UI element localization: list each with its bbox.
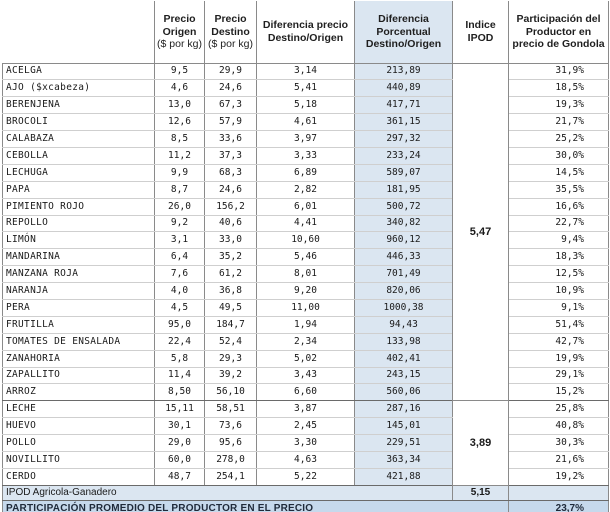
cell-diferencia: 3,14 (257, 63, 355, 80)
cell-precio-destino: 35,2 (205, 249, 257, 266)
cell-participacion: 18,3% (509, 249, 609, 266)
cell-participacion: 15,2% (509, 384, 609, 401)
cell-producto: ZANAHORIA (3, 350, 155, 367)
cell-precio-destino: 95,6 (205, 435, 257, 452)
table-row (3, 384, 609, 401)
cell-participacion: 51,4% (509, 316, 609, 333)
cell-precio-destino: 68,3 (205, 164, 257, 181)
cell-precio-destino: 33,0 (205, 232, 257, 249)
cell-precio-origen: 48,7 (155, 468, 205, 485)
cell-producto: ACELGA (3, 63, 155, 80)
cell-participacion: 14,5% (509, 164, 609, 181)
header-producto (3, 1, 155, 63)
cell-precio-origen: 5,8 (155, 350, 205, 367)
cell-producto: HUEVO (3, 418, 155, 435)
cell-diferencia: 2,34 (257, 333, 355, 350)
header-precio-destino-title: Precio Destino (211, 13, 250, 38)
cell-precio-origen: 4,6 (155, 80, 205, 97)
cell-precio-destino: 73,6 (205, 418, 257, 435)
table-row (3, 63, 609, 80)
cell-precio-origen: 95,0 (155, 316, 205, 333)
cell-diferencia-porcentual: 361,15 (355, 114, 453, 131)
cell-diferencia: 3,97 (257, 131, 355, 148)
cell-precio-origen: 11,2 (155, 147, 205, 164)
cell-diferencia-porcentual: 243,15 (355, 367, 453, 384)
cell-producto: CERDO (3, 468, 155, 485)
cell-diferencia-porcentual: 133,98 (355, 333, 453, 350)
table-row (3, 114, 609, 131)
cell-diferencia: 4,61 (257, 114, 355, 131)
ipod-price-table (2, 1, 609, 512)
cell-participacion: 16,6% (509, 198, 609, 215)
ipod-total-label: IPOD Agricola-Ganadero (3, 485, 453, 500)
table-row (3, 367, 609, 384)
table-body (3, 63, 609, 512)
cell-diferencia: 5,41 (257, 80, 355, 97)
cell-diferencia-porcentual: 340,82 (355, 215, 453, 232)
cell-diferencia-porcentual: 421,88 (355, 468, 453, 485)
cell-precio-destino: 33,6 (205, 131, 257, 148)
cell-precio-origen: 30,1 (155, 418, 205, 435)
header-precio-origen-unit: ($ por kg) (157, 38, 202, 50)
cell-precio-origen: 15,11 (155, 401, 205, 418)
table-row (3, 451, 609, 468)
cell-diferencia-porcentual: 589,07 (355, 164, 453, 181)
cell-diferencia-porcentual: 446,33 (355, 249, 453, 266)
cell-indice-ipod-ganadero: 3,89 (453, 401, 509, 485)
cell-precio-origen: 7,6 (155, 266, 205, 283)
cell-precio-destino: 61,2 (205, 266, 257, 283)
cell-precio-destino: 36,8 (205, 283, 257, 300)
cell-diferencia: 2,82 (257, 181, 355, 198)
cell-diferencia-porcentual: 500,72 (355, 198, 453, 215)
table-row (3, 435, 609, 452)
table-row (3, 350, 609, 367)
cell-diferencia-porcentual: 145,01 (355, 418, 453, 435)
table-header-row (3, 1, 609, 63)
cell-participacion: 19,9% (509, 350, 609, 367)
cell-producto: FRUTILLA (3, 316, 155, 333)
cell-participacion: 9,4% (509, 232, 609, 249)
cell-precio-origen: 60,0 (155, 451, 205, 468)
table-row (3, 215, 609, 232)
cell-producto: ZAPALLITO (3, 367, 155, 384)
cell-producto: CEBOLLA (3, 147, 155, 164)
cell-producto: BROCOLI (3, 114, 155, 131)
cell-diferencia: 3,33 (257, 147, 355, 164)
cell-precio-destino: 24,6 (205, 181, 257, 198)
table-row (3, 283, 609, 300)
cell-producto: LIMÓN (3, 232, 155, 249)
cell-diferencia: 9,20 (257, 283, 355, 300)
promedio-label: PARTICIPACIÓN PROMEDIO DEL PRODUCTOR EN EL PRECIO (3, 500, 509, 512)
cell-precio-origen: 3,1 (155, 232, 205, 249)
cell-diferencia: 6,89 (257, 164, 355, 181)
cell-precio-destino: 40,6 (205, 215, 257, 232)
cell-participacion: 19,2% (509, 468, 609, 485)
table-row (3, 316, 609, 333)
cell-participacion: 9,1% (509, 299, 609, 316)
cell-participacion: 40,8% (509, 418, 609, 435)
cell-participacion: 19,3% (509, 97, 609, 114)
cell-participacion: 30,3% (509, 435, 609, 452)
cell-precio-destino: 57,9 (205, 114, 257, 131)
cell-precio-origen: 8,5 (155, 131, 205, 148)
cell-producto: LECHUGA (3, 164, 155, 181)
cell-precio-destino: 52,4 (205, 333, 257, 350)
cell-precio-destino: 29,9 (205, 63, 257, 80)
cell-diferencia-porcentual: 440,89 (355, 80, 453, 97)
cell-producto: MANZANA ROJA (3, 266, 155, 283)
cell-precio-origen: 22,4 (155, 333, 205, 350)
cell-precio-origen: 9,9 (155, 164, 205, 181)
cell-participacion: 25,8% (509, 401, 609, 418)
table-row (3, 97, 609, 114)
table-row (3, 80, 609, 97)
cell-diferencia-porcentual: 960,12 (355, 232, 453, 249)
cell-producto: POLLO (3, 435, 155, 452)
header-indice-ipod: Indice IPOD (453, 1, 509, 63)
cell-diferencia: 5,22 (257, 468, 355, 485)
table-row (3, 147, 609, 164)
cell-precio-destino: 156,2 (205, 198, 257, 215)
cell-participacion: 30,0% (509, 147, 609, 164)
cell-precio-origen: 8,50 (155, 384, 205, 401)
cell-diferencia-porcentual: 417,71 (355, 97, 453, 114)
cell-precio-origen: 4,0 (155, 283, 205, 300)
cell-diferencia-porcentual: 213,89 (355, 63, 453, 80)
cell-indice-ipod-agricola: 5,47 (453, 63, 509, 401)
cell-diferencia-porcentual: 1000,38 (355, 299, 453, 316)
ipod-total-row (3, 485, 609, 500)
cell-precio-destino: 56,10 (205, 384, 257, 401)
header-precio-destino-unit: ($ por kg) (208, 38, 253, 50)
cell-precio-destino: 29,3 (205, 350, 257, 367)
cell-precio-origen: 11,4 (155, 367, 205, 384)
cell-diferencia: 3,43 (257, 367, 355, 384)
table-row (3, 131, 609, 148)
cell-diferencia: 5,46 (257, 249, 355, 266)
cell-participacion: 21,6% (509, 451, 609, 468)
table-row (3, 232, 609, 249)
ipod-total-blank (509, 485, 609, 500)
cell-diferencia-porcentual: 701,49 (355, 266, 453, 283)
cell-diferencia: 4,41 (257, 215, 355, 232)
cell-diferencia-porcentual: 229,51 (355, 435, 453, 452)
cell-producto: ARROZ (3, 384, 155, 401)
table-row (3, 299, 609, 316)
cell-producto: MANDARINA (3, 249, 155, 266)
cell-diferencia-porcentual: 402,41 (355, 350, 453, 367)
cell-diferencia: 6,01 (257, 198, 355, 215)
cell-diferencia-porcentual: 363,34 (355, 451, 453, 468)
header-diferencia-porcentual: Diferencia Porcentual Destino/Origen (355, 1, 453, 63)
cell-precio-destino: 67,3 (205, 97, 257, 114)
header-precio-destino (205, 1, 257, 63)
cell-producto: REPOLLO (3, 215, 155, 232)
cell-diferencia: 8,01 (257, 266, 355, 283)
cell-diferencia-porcentual: 820,06 (355, 283, 453, 300)
promedio-value: 23,7% (509, 500, 609, 512)
cell-diferencia: 3,30 (257, 435, 355, 452)
cell-precio-origen: 13,0 (155, 97, 205, 114)
cell-diferencia: 4,63 (257, 451, 355, 468)
cell-producto: BERENJENA (3, 97, 155, 114)
header-precio-origen (155, 1, 205, 63)
cell-participacion: 10,9% (509, 283, 609, 300)
cell-diferencia-porcentual: 181,95 (355, 181, 453, 198)
cell-producto: CALABAZA (3, 131, 155, 148)
cell-diferencia-porcentual: 94,43 (355, 316, 453, 333)
table-row (3, 468, 609, 485)
cell-precio-origen: 12,6 (155, 114, 205, 131)
cell-diferencia: 3,87 (257, 401, 355, 418)
cell-producto: PAPA (3, 181, 155, 198)
table-row (3, 249, 609, 266)
cell-precio-destino: 37,3 (205, 147, 257, 164)
cell-precio-destino: 24,6 (205, 80, 257, 97)
cell-participacion: 35,5% (509, 181, 609, 198)
cell-diferencia: 5,18 (257, 97, 355, 114)
table-row (3, 418, 609, 435)
cell-producto: AJO ($xcabeza) (3, 80, 155, 97)
cell-precio-destino: 184,7 (205, 316, 257, 333)
cell-producto: TOMATES DE ENSALADA (3, 333, 155, 350)
header-diferencia: Diferencia precio Destino/Origen (257, 1, 355, 63)
cell-precio-destino: 39,2 (205, 367, 257, 384)
cell-participacion: 22,7% (509, 215, 609, 232)
cell-producto: PERA (3, 299, 155, 316)
cell-diferencia: 10,60 (257, 232, 355, 249)
cell-participacion: 21,7% (509, 114, 609, 131)
cell-diferencia: 11,00 (257, 299, 355, 316)
cell-diferencia-porcentual: 297,32 (355, 131, 453, 148)
table-row (3, 198, 609, 215)
table-row (3, 266, 609, 283)
cell-diferencia: 1,94 (257, 316, 355, 333)
cell-diferencia: 2,45 (257, 418, 355, 435)
header-participacion: Participación del Productor en precio de Gondola (509, 1, 609, 63)
ipod-total-value: 5,15 (453, 485, 509, 500)
cell-precio-destino: 278,0 (205, 451, 257, 468)
cell-precio-origen: 9,2 (155, 215, 205, 232)
cell-precio-destino: 254,1 (205, 468, 257, 485)
cell-precio-origen: 8,7 (155, 181, 205, 198)
cell-producto: NOVILLITO (3, 451, 155, 468)
cell-participacion: 42,7% (509, 333, 609, 350)
cell-precio-origen: 9,5 (155, 63, 205, 80)
cell-participacion: 25,2% (509, 131, 609, 148)
cell-diferencia-porcentual: 287,16 (355, 401, 453, 418)
cell-diferencia: 6,60 (257, 384, 355, 401)
cell-precio-origen: 4,5 (155, 299, 205, 316)
cell-participacion: 31,9% (509, 63, 609, 80)
table-row (3, 164, 609, 181)
cell-diferencia-porcentual: 233,24 (355, 147, 453, 164)
header-precio-origen-title: Precio Origen (162, 13, 197, 38)
cell-diferencia-porcentual: 560,06 (355, 384, 453, 401)
cell-participacion: 12,5% (509, 266, 609, 283)
cell-producto: NARANJA (3, 283, 155, 300)
table-row (3, 401, 609, 418)
cell-participacion: 29,1% (509, 367, 609, 384)
cell-precio-destino: 58,51 (205, 401, 257, 418)
cell-precio-origen: 26,0 (155, 198, 205, 215)
cell-precio-origen: 29,0 (155, 435, 205, 452)
cell-diferencia: 5,02 (257, 350, 355, 367)
table-row (3, 181, 609, 198)
cell-precio-destino: 49,5 (205, 299, 257, 316)
cell-producto: LECHE (3, 401, 155, 418)
cell-producto: PIMIENTO ROJO (3, 198, 155, 215)
promedio-row (3, 500, 609, 512)
cell-precio-origen: 6,4 (155, 249, 205, 266)
table-row (3, 333, 609, 350)
cell-participacion: 18,5% (509, 80, 609, 97)
